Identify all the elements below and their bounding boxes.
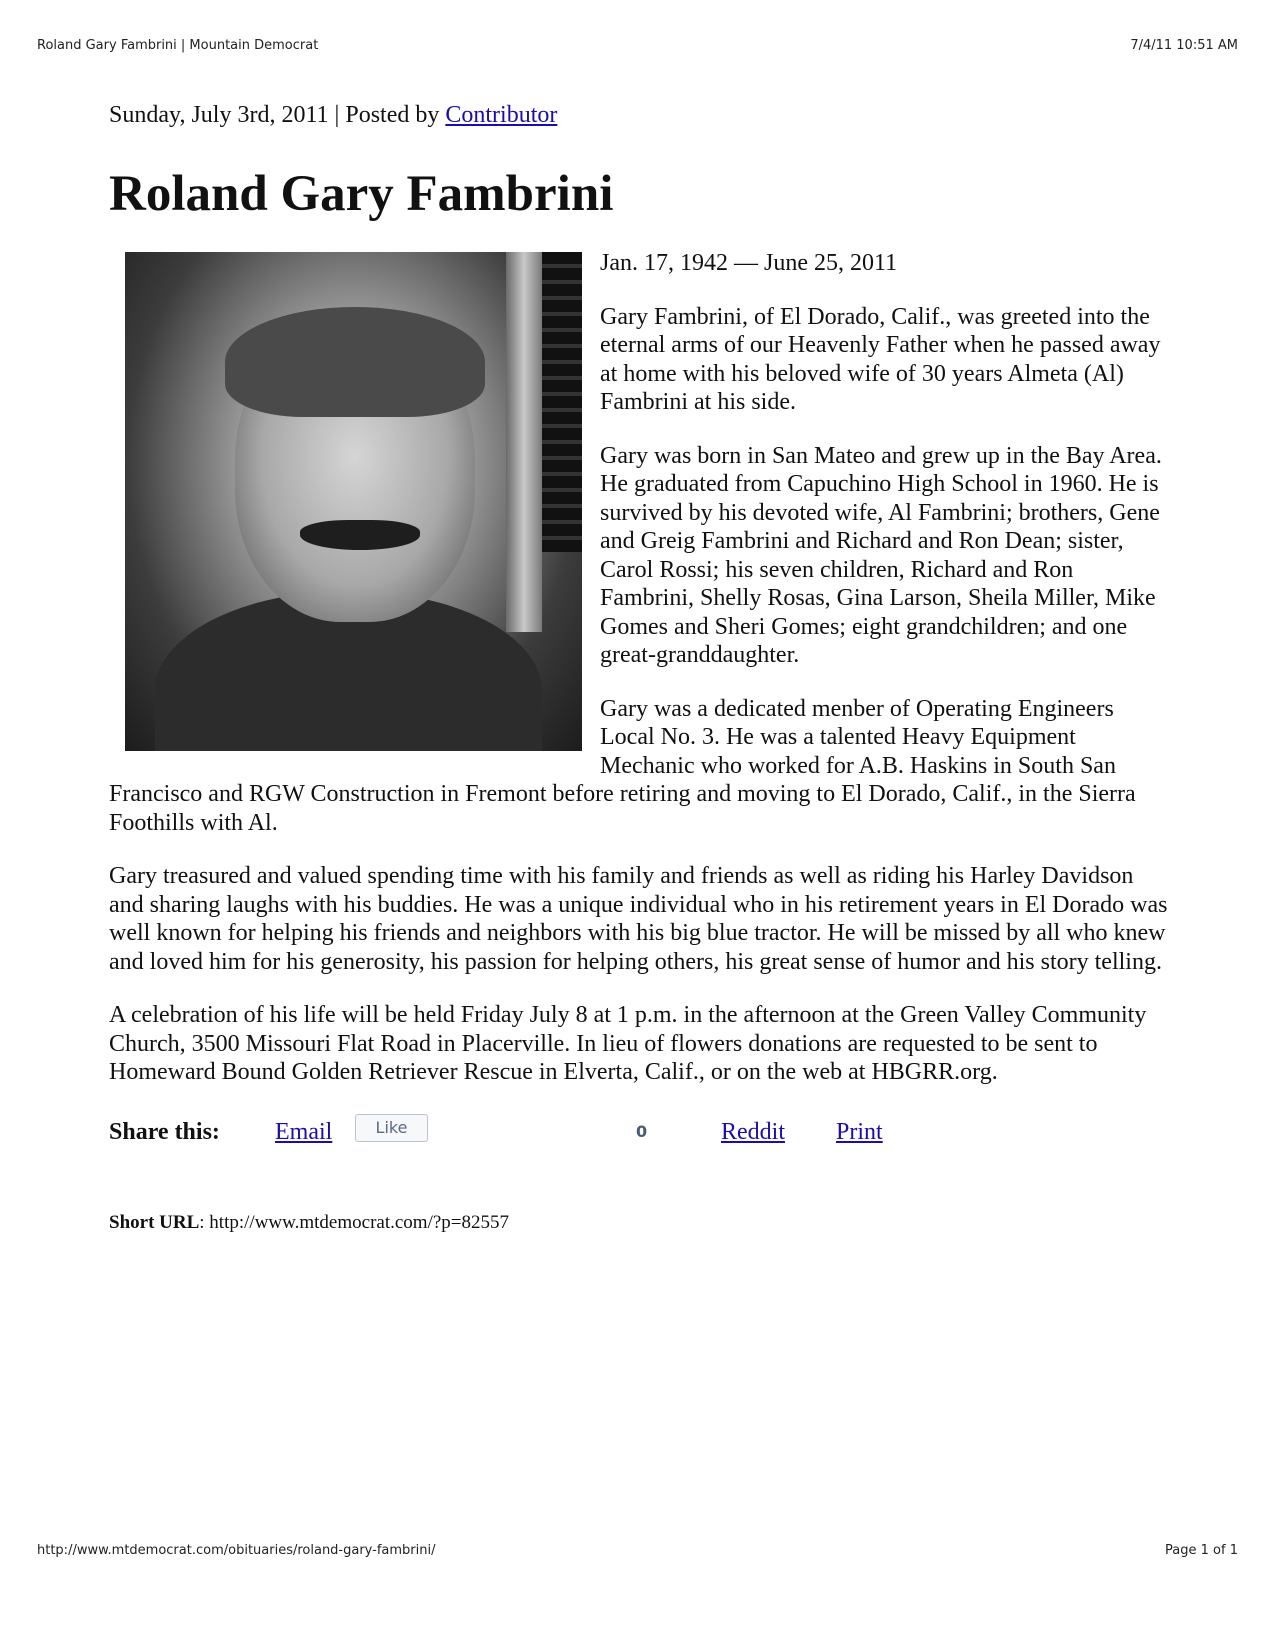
share-reddit-link[interactable]: Reddit [721, 1118, 785, 1145]
paragraph: Gary Fambrini, of El Dorado, Calif., was greeted into the eternal arms of our Heavenly Father when he passed away at home with his beloved wife of 30 years Almeta (Al) Fambrini at his side. [600, 303, 1161, 415]
post-date: Sunday, July 3rd, 2011 | Posted by [109, 102, 446, 128]
like-count: 0 [636, 1121, 648, 1141]
share-label: Share this: [109, 1118, 220, 1145]
paragraph: Gary was born in San Mateo and grew up in the Bay Area. He graduated from Capuchino High School in 1960. He is survived by his devoted wife, Al Fambrini; brothers, Gene and Greig Fambrini and Richard and Ron Dean; sister, Carol Rossi; his seven children, Richard and Ron Fambrini, Shelly Rosas, Gina Larson, Sheila Miller, Mike Gomes and Sheri Gomes; eight grandchildren; and one great-granddaughter. [600, 442, 1162, 668]
print-footer-url: http://www.mtdemocrat.com/obituaries/roland-gary-fambrini/ [37, 1543, 436, 1558]
article [109, 100, 1169, 1235]
print-header-title: Roland Gary Fambrini | Mountain Democrat [37, 38, 319, 53]
short-url-label: Short URL [109, 1211, 200, 1233]
paragraph: A celebration of his life will be held Friday July 8 at 1 p.m. in the afternoon at the Green Valley Community Church, 3500 Missouri Flat Road in Placerville. In lieu of flowers donations are requested to be sent to Homeward Bound Golden Retriever Rescue in Elverta, Calif., or on the web at HBGRR.org. [109, 1002, 1147, 1085]
page-title: Roland Gary Fambrini [109, 166, 614, 222]
print-header-datetime: 7/4/11 10:51 AM [1130, 38, 1238, 53]
paragraph: Gary treasured and valued spending time with his family and friends as well as riding his Harley Davidson and sharing laughs with his buddies. He was a unique individual who in his retirement years in El Dorado was well known for helping his friends and neighbors with his big blue tractor. He will be missed by all who knew and loved him for his generosity, his passion for helping others, his great sense of humor and his story telling. [109, 863, 1168, 975]
life-dates: Jan. 17, 1942 — June 25, 2011 [600, 250, 898, 276]
short-url [109, 1211, 1169, 1235]
print-header [37, 38, 1238, 53]
portrait-photo [125, 252, 582, 751]
print-link[interactable]: Print [836, 1118, 883, 1145]
share-bar [109, 1117, 1169, 1157]
like-button[interactable]: Like [355, 1114, 428, 1142]
short-url-value: : http://www.mtdemocrat.com/?p=82557 [199, 1211, 509, 1233]
author-link[interactable]: Contributor [445, 102, 558, 128]
print-footer [37, 1543, 1238, 1558]
post-meta [109, 100, 1169, 130]
paragraph: Gary was a dedicated menber of Operating Engineers Local No. 3. He was a talented Heavy Equipment Mechanic who worked for A.B. Haskins in South San Francisco and RGW Construction in Fremont before retiring and moving to El Dorado, Calif., in the Sierra Foothills with Al. [109, 695, 1136, 836]
print-footer-page: Page 1 of 1 [1165, 1543, 1238, 1558]
article-body [109, 249, 1169, 1087]
share-email-link[interactable]: Email [275, 1118, 333, 1145]
